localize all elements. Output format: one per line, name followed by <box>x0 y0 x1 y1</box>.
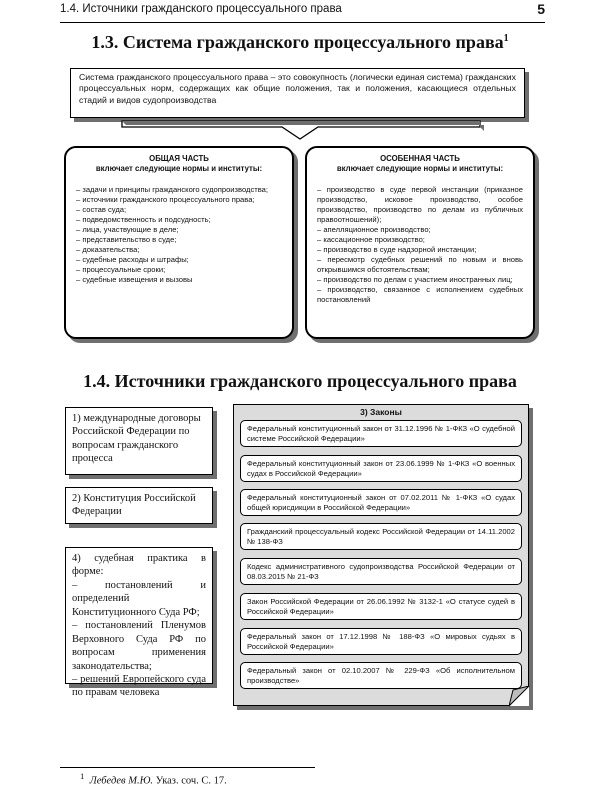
footnote-rule <box>60 767 315 768</box>
section-1-4-title: 1.4. Источники гражданского процессуального права <box>83 371 517 391</box>
section-1-3-title: 1.3. Система гражданского процессуального права$^1$ <box>91 32 509 52</box>
special-part-box <box>305 146 535 339</box>
law-item: Федеральный закон от 02.10.2007 № 229-ФЗ «Об исполнительном производстве» <box>240 662 522 689</box>
list-item: – судебные расходы и штрафы; <box>76 254 189 264</box>
law-item: Закон Российской Федерации от 26.06.1992 № 3132-1 «О статусе судей в Российской Федерации» <box>240 593 522 620</box>
footnote-text: Указ. соч. С. 17. <box>155 775 227 787</box>
general-part-subheading: включает следующие нормы и институты: <box>95 164 263 174</box>
list-item: – постановлений и определений Конституционного Суда РФ; <box>72 579 206 618</box>
source-constitution: 2) Конституция Российской Федерации <box>65 487 213 524</box>
list-item: – состав суда; <box>76 204 127 214</box>
page-number: 5 <box>537 1 545 17</box>
special-part-heading: ОСОБЕННАЯ ЧАСТЬ <box>380 154 460 163</box>
list-item: – производство в суде первой инстанции (приказное производство, исковое производство, особое производство, производство по делам из публичных правоотношений); <box>317 184 523 224</box>
list-item: – апелляционное производство; <box>317 224 431 234</box>
footnote <box>80 771 227 787</box>
list-item: – доказательства; <box>76 244 140 254</box>
general-part-list <box>76 185 282 285</box>
running-title: 1.4. Источники гражданского процессуального права <box>60 3 342 15</box>
footnote-author: Лебедев М.Ю. <box>89 775 154 787</box>
list-item: – задачи и принципы гражданского судопроизводства; <box>76 184 269 194</box>
list-item: – постановлений Пленумов Верховного Суда РФ по вопросам применения законодательства; <box>72 620 206 672</box>
law-item: Федеральный закон от 17.12.1998 № 188-ФЗ «О мировых судьях в Российской Федерации» <box>240 628 522 655</box>
running-header <box>60 0 545 23</box>
list-item: – кассационное производство; <box>317 234 425 244</box>
list-item: – судебные извещения и вызовы <box>76 274 193 284</box>
general-part-heading: ОБЩАЯ ЧАСТЬ <box>149 154 209 163</box>
list-item: – производство по делам с участием иностранных лиц; <box>317 274 513 284</box>
list-item: – представительство в суде; <box>76 234 177 244</box>
general-part-box <box>64 146 294 339</box>
list-item: – производство в суде надзорной инстанции; <box>317 244 477 254</box>
law-item: Федеральный конституционный закон от 07.02.2011 № 1-ФКЗ «О судах общей юрисдикции в Российской Федерации» <box>240 489 522 516</box>
list-item: – лица, участвующие в деле; <box>76 224 179 234</box>
folded-corner-icon <box>509 686 531 708</box>
laws-heading: 3) Законы <box>360 407 402 417</box>
list-item: – процессуальные сроки; <box>76 264 166 274</box>
law-item: Кодекс административного судопроизводства Российской Федерации от 08.03.2015 № 21-ФЗ <box>240 558 522 585</box>
judicial-practice-intro: 4) судебная практика в форме: <box>72 553 206 578</box>
special-part-list <box>317 185 523 305</box>
list-item: – производство, связанное с исполнением судебных постановлений <box>317 284 523 304</box>
special-part-subheading: включает следующие нормы и институты: <box>336 164 504 174</box>
definition-box: Система гражданского процессуального права – это совокупность (логически единая система) гражданских процессуальных норм, содержащих как общие положения, так и положения, касающиеся отдельных стадий и видов судопроизводства <box>70 68 525 118</box>
list-item: – пересмотр судебных решений по новым и вновь открывшимся обстоятельствам; <box>317 254 523 274</box>
list-item: – решений Европейского суда по правам человека <box>72 673 206 699</box>
laws-panel <box>233 404 529 706</box>
footnote-mark: 1 <box>80 771 85 781</box>
list-item: – источники гражданского процессуального права; <box>76 194 255 204</box>
source-international-treaties: 1) международные договоры Российской Федерации по вопросам гражданского процесса <box>65 407 213 475</box>
list-item: – подведомственность и подсудность; <box>76 214 211 224</box>
law-item: Гражданский процессуальный кодекс Российской Федерации от 14.11.2002 № 138-ФЗ <box>240 523 522 550</box>
law-item: Федеральный конституционный закон от 31.12.1996 № 1-ФКЗ «О судебной системе Российской Федерации» <box>240 420 522 447</box>
law-item: Федеральный конституционный закон от 23.06.1999 № 1-ФКЗ «О военных судах в Российской Федерации» <box>240 455 522 482</box>
source-judicial-practice <box>65 547 213 699</box>
footnote-reference: 1 <box>503 33 509 44</box>
